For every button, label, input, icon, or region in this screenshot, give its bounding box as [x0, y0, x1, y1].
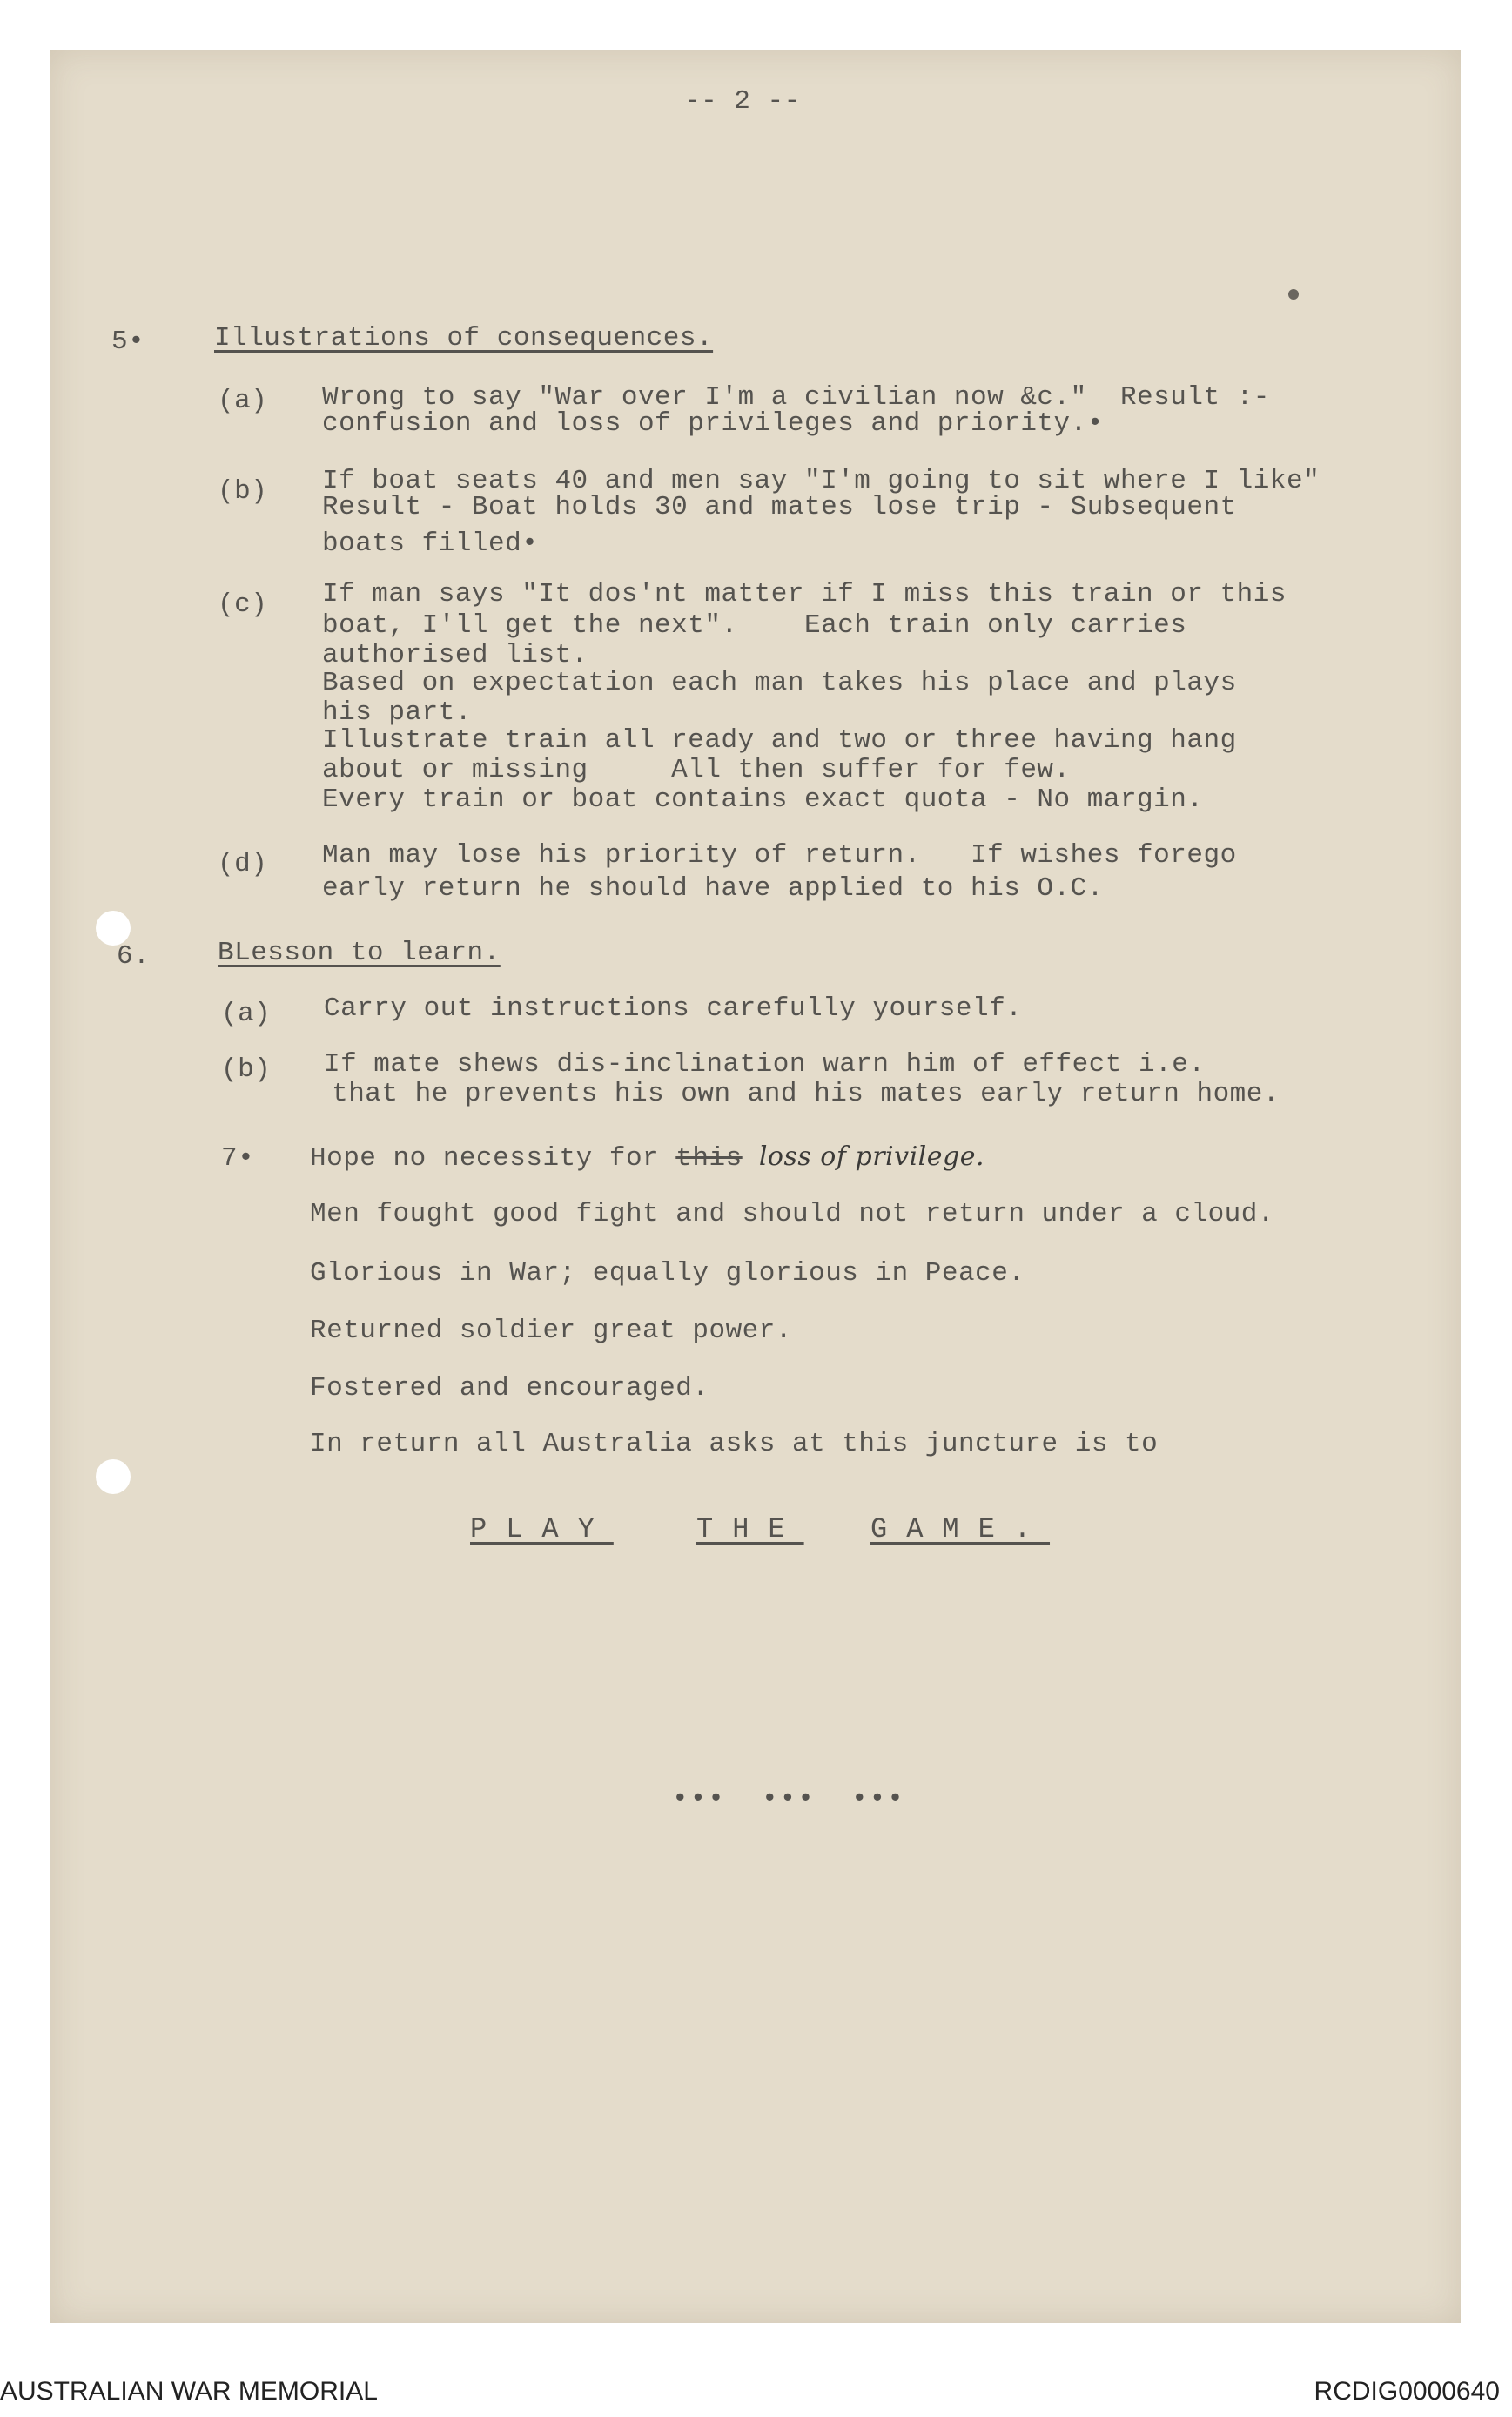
- item-6b-line-2: that he prevents his own and his mates early return home.: [315, 1079, 1280, 1109]
- section-7-line-1-text: Hope no necessity for: [310, 1143, 676, 1174]
- closing-word-the: THE: [696, 1513, 804, 1545]
- item-6a-line-1: Carry out instructions carefully yourself.: [324, 993, 1023, 1024]
- item-5c-line-5: his part.: [322, 697, 472, 728]
- item-5a-label: (a): [218, 386, 268, 416]
- item-5d-line-2: early return he should have applied to his O.C.: [322, 873, 1104, 904]
- section-7-line-1: [310, 1142, 984, 1174]
- section-7-number: 7•: [221, 1143, 255, 1174]
- item-5a-line-2: confusion and loss of privileges and priority.•: [322, 408, 1104, 439]
- section-7-line-2: Men fought good fight and should not return under a cloud.: [310, 1199, 1274, 1229]
- section-7-line-5: Fostered and encouraged.: [310, 1373, 709, 1404]
- page-number: -- 2 --: [684, 86, 801, 117]
- section-7-line-4: Returned soldier great power.: [310, 1316, 792, 1346]
- item-5c-line-1: If man says "It dos'nt matter if I miss this train or this: [322, 579, 1287, 609]
- item-5c-line-3: authorised list.: [322, 640, 588, 670]
- struck-word: this: [675, 1143, 743, 1174]
- footer-reference: RCDIG0000640: [1314, 2377, 1500, 2406]
- item-5d-line-1: Man may lose his priority of return. If wishes forego: [322, 840, 1237, 871]
- section-6-number: 6.: [117, 941, 151, 972]
- item-6a-label: (a): [221, 999, 272, 1029]
- item-5d-label: (d): [218, 849, 268, 879]
- closing-word-play: PLAY: [470, 1513, 614, 1545]
- punch-hole-top: [96, 911, 131, 946]
- section-7-line-3: Glorious in War; equally glorious in Peace.: [310, 1258, 1025, 1289]
- item-5b-line-1: If boat seats 40 and men say "I'm going to sit where I like": [322, 466, 1320, 496]
- item-5c-line-2: boat, I'll get the next". Each train only carries: [322, 610, 1187, 641]
- punch-hole-bottom: [96, 1459, 131, 1494]
- item-5c-line-7: about or missing All then suffer for few.: [322, 755, 1071, 785]
- section-5-number: 5•: [111, 327, 145, 357]
- item-5c-line-6: Illustrate train all ready and two or three having hang: [322, 725, 1237, 756]
- item-5a-line-1: Wrong to say "War over I'm a civilian now &c." Result :-: [322, 382, 1270, 413]
- section-5-heading: Illustrations of consequences.: [214, 323, 714, 353]
- item-6b-label: (b): [221, 1054, 272, 1085]
- closing-word-game: GAME.: [870, 1513, 1051, 1545]
- item-6b-line-1: If mate shews dis-inclination warn him of effect i.e.: [324, 1049, 1206, 1080]
- item-5b-line-2: Result - Boat holds 30 and mates lose trip - Subsequent: [322, 492, 1237, 522]
- handwritten-insertion: loss of privilege.: [758, 1141, 985, 1172]
- section-7-line-6: In return all Australia asks at this juncture is to: [310, 1429, 1159, 1459]
- item-5b-label: (b): [218, 476, 268, 507]
- end-marks: ••• ••• •••: [672, 1784, 905, 1814]
- ink-spot: [1288, 289, 1299, 300]
- item-5c-line-4: Based on expectation each man takes his place and plays: [322, 668, 1237, 698]
- footer-institution: AUSTRALIAN WAR MEMORIAL: [0, 2377, 378, 2406]
- item-5c-label: (c): [218, 589, 268, 620]
- section-6-heading: BLesson to learn.: [218, 938, 501, 968]
- item-5c-line-8: Every train or boat contains exact quota - No margin.: [322, 784, 1204, 815]
- item-5b-line-3: boats filled•: [322, 529, 539, 559]
